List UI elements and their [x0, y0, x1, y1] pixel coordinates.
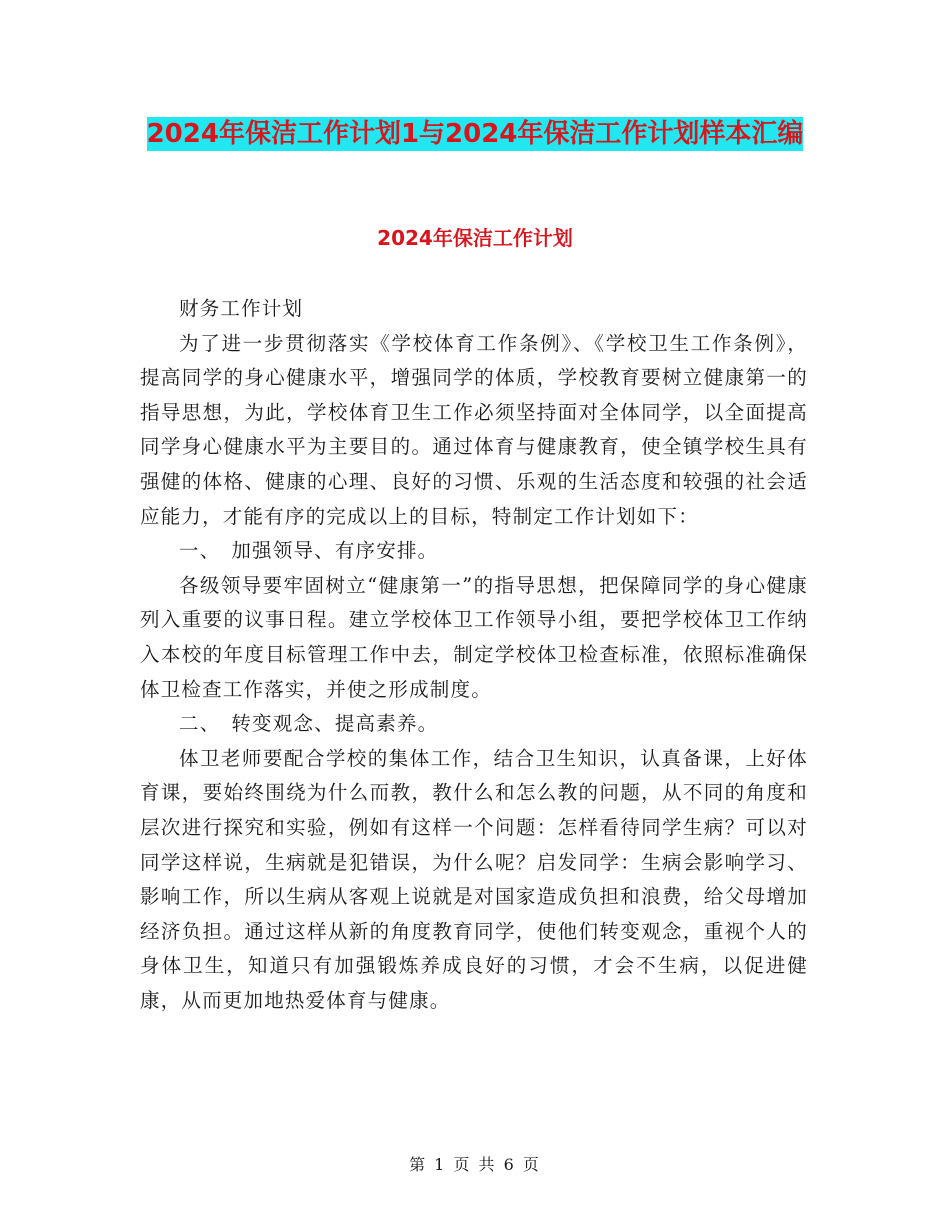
title-highlight: 2024年保洁工作计划1与2024年保洁工作计划样本汇编 [146, 119, 804, 149]
paragraph-section-two-heading: 二、 转变观念、提高素养。 [179, 712, 439, 736]
document-body [140, 292, 808, 1018]
paragraph-section-two-body: 体卫老师要配合学校的集体工作，结合卫生知识，认真备课，上好体育课，要始终围绕为什么而教，教什么和怎么教的问题，从不同的角度和层次进行探究和实验，例如有这样一个问题：怎样看待同学生病？可以对同学这样说，生病就是犯错误，为什么呢？启发同学：生病会影响学习、影响工作，所以生病从客观上说就是对国家造成负担和浪费，给父母增加经济负担。通过这样从新的角度教育同学，使他们转变观念，重视个人的身体卫生，知道只有加强锻炼养成良好的习惯，才会不生病，以促进健康，从而更加地热爱体育与健康。 [140, 746, 808, 1012]
section-title: 2024年保洁工作计划 [377, 226, 573, 250]
paragraph-intro: 为了进一步贯彻落实《学校体育工作条例》、《学校卫生工作条例》，提高同学的身心健康水平，增强同学的体质，学校教育要树立健康第一的指导思想，为此，学校体育卫生工作必须坚持面对全体同学，以全面提高同学身心健康水平为主要目的。通过体育与健康教育，使全镇学校生具有强健的体格、健康的心理、良好的习惯、乐观的生活态度和较强的社会适应能力，才能有序的完成以上的目标，特制定工作计划如下： [140, 331, 808, 528]
paragraph-heading-finance: 财务工作计划 [179, 297, 304, 320]
document-title [140, 112, 810, 156]
paragraph-section-one-body: 各级领导要牢固树立“健康第一”的指导思想，把保障同学的身心健康列入重要的议事日程。建立学校体卫工作领导小组，要把学校体卫工作纳入本校的年度目标管理工作中去，制定学校体卫检查标准，依照标准确保体卫检查工作落实，并使之形成制度。 [140, 573, 808, 701]
paragraph-section-one-heading: 一、 加强领导、有序安排。 [179, 539, 439, 563]
page-footer: 第 1 页 共 6 页 [409, 1155, 541, 1174]
